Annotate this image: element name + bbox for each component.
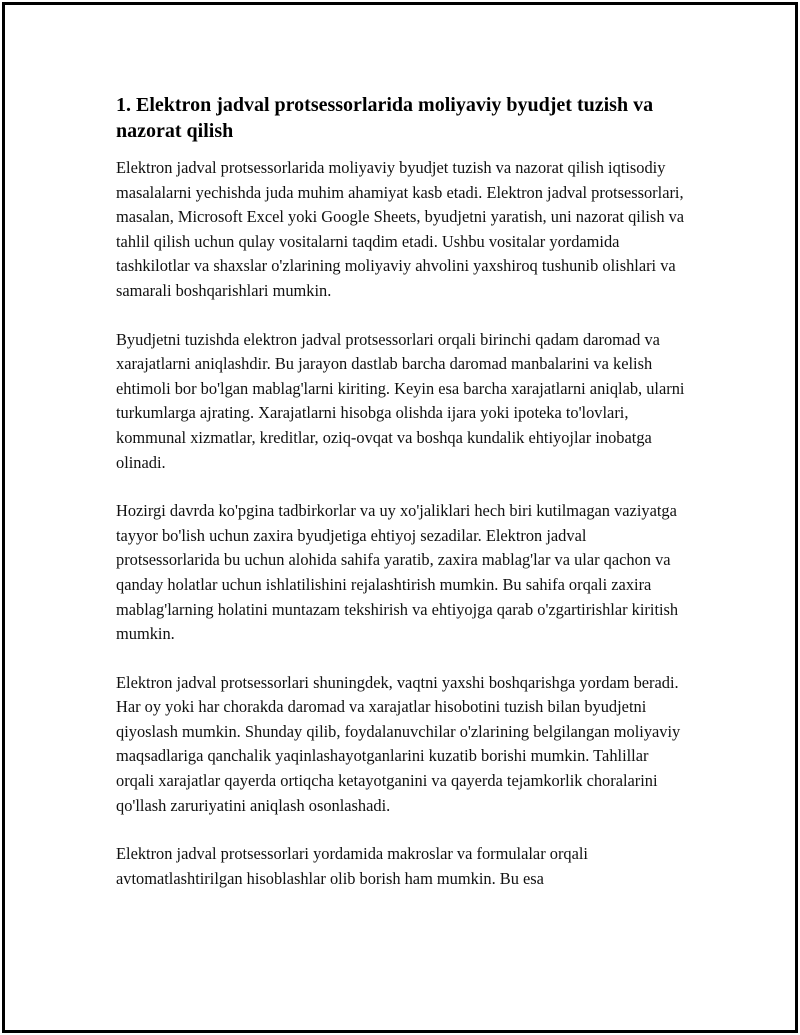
paragraph-4: Elektron jadval protsessorlari shuningdek, vaqtni yaxshi boshqarishga yordam beradi. Har oy yoki har chorakda daromad va xarajatlar hisobotini tuzish bilan byudjetni qiyoslash mumkin. Shunday qilib, foydalanuvchilar o'zlarining belgilangan moliyaviy maqsadlariga qanchalik yaqinlashayotganlarini kuzatib borishi mumkin. Tahlillar orqali xarajatlar qayerda ortiqcha ketayotganini va qayerda tejamkorlik choralarini qo'llash zaruriyatini aniqlash osonlashadi. [116,672,681,815]
document-body [116,92,690,915]
paragraph-5: Elektron jadval protsessorlari yordamida makroslar va formulalar orqali avtomatlashtirilgan hisoblashlar olib borish ham mumkin. Bu esa [116,844,588,888]
section-heading: 1. Elektron jadval protsessorlarida moliyaviy byudjet tuzish va nazorat qilish [116,94,654,142]
paragraph-2: Byudjetni tuzishda elektron jadval protsessorlari orqali birinchi qadam daromad va xarajatlarni aniqlashdir. Bu jarayon dastlab barcha daromad manbalarini va kelish ehtimoli bor bo'lgan mablag'larni kiriting. Keyin esa barcha xarajatlarni aniqlab, ularni turkumlarga ajrating. Xarajatlarni hisobga olishda ijara yoki ipoteka to'lovlari, kommunal xizmatlar, kreditlar, oziq-ovqat va boshqa kundalik ehtiyojlar inobatga olinadi. [116,329,685,472]
paragraph-3: Hozirgi davrda ko'pgina tadbirkorlar va uy xo'jaliklari hech biri kutilmagan vaziyatga tayyor bo'lish uchun zaxira byudjetiga ehtiyoj sezadilar. Elektron jadval protsessorlarida bu uchun alohida sahifa yaratib, zaxira mablag'lar va ular qachon va qanday holatlar uchun ishlatilishini rejalashtirish mumkin. Bu sahifa orqali zaxira mablag'larning holatini muntazam tekshirish va ehtiyojga qarab o'zgartirishlar kiritish mumkin. [116,501,679,644]
paragraph-1: Elektron jadval protsessorlarida moliyaviy byudjet tuzish va nazorat qilish iqtisodiy masalalarni yechishda juda muhim ahamiyat kasb etadi. Elektron jadval protsessorlari, masalan, Microsoft Excel yoki Google Sheets, byudjetni yaratish, uni nazorat qilish va tahlil qilish uchun qulay vositalarni taqdim etadi. Ushbu vositalar yordamida tashkilotlar va shaxslar o'zlarining moliyaviy ahvolini yaxshiroq tushunib olishlari va samarali boshqarishlari mumkin. [116,158,685,300]
